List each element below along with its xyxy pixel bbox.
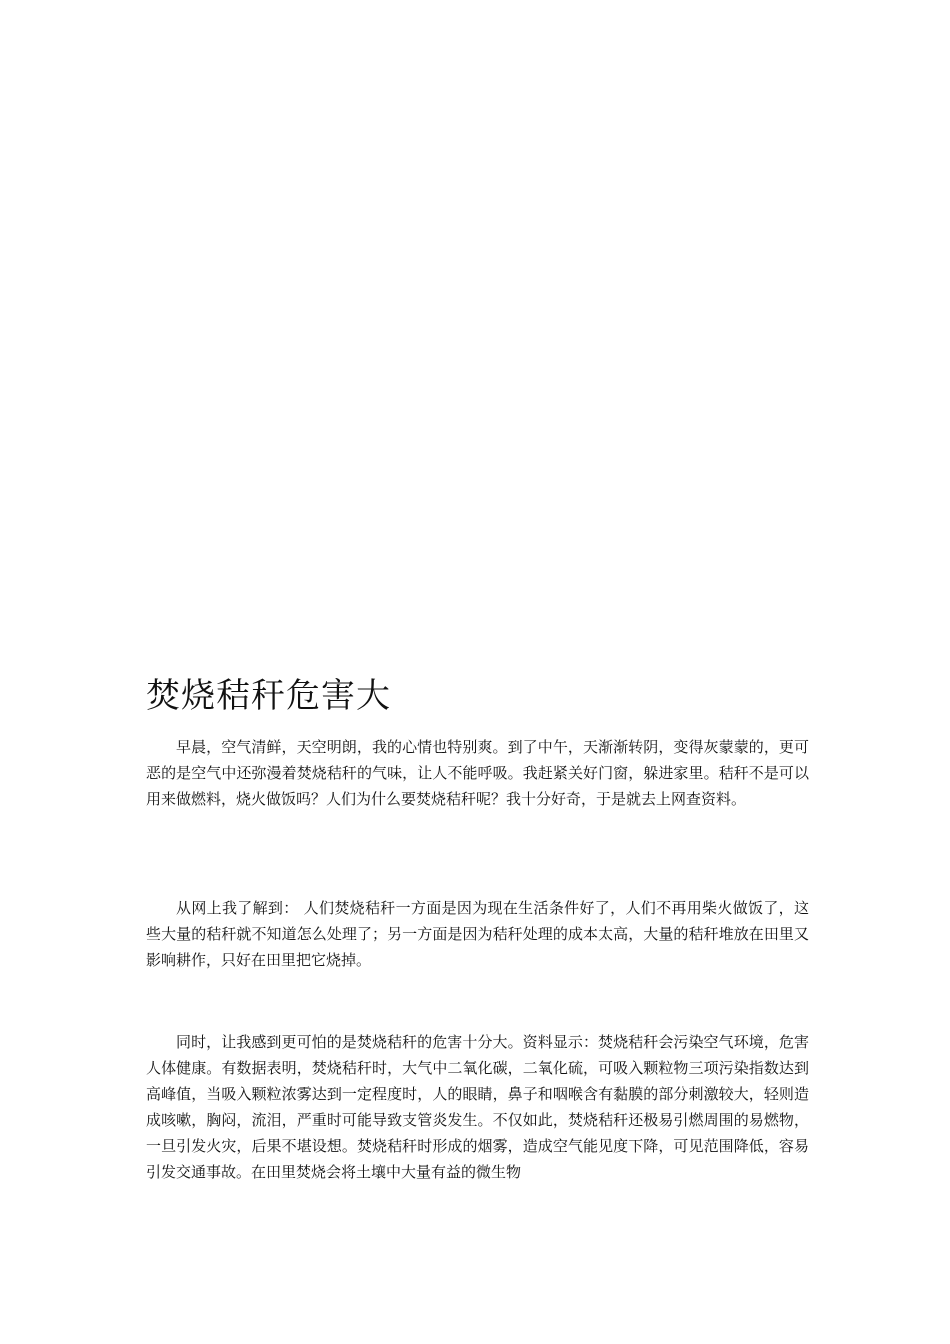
paragraph-reasons: 从网上我了解到： 人们焚烧秸秆一方面是因为现在生活条件好了，人们不再用柴火做饭了，这些大量的秸秆就不知道怎么处理了；另一方面是因为秸秆处理的成本太高，大量的秸秆堆放在田里又影响耕作，只好在田里把它烧掉。 <box>146 899 809 969</box>
paragraph-morning: 早晨，空气清鲜，天空明朗，我的心情也特别爽。到了中午，天渐渐转阴，变得灰蒙蒙的，更可恶的是空气中还弥漫着焚烧秸秆的气味，让人不能呼吸。我赶紧关好门窗，躲进家里。秸秆不是可以用来做燃料，烧火做饭吗？人们为什么要焚烧秸秆呢？我十分好奇，于是就去上网查资料。 <box>146 738 809 808</box>
paragraph-hazards: 同时，让我感到更可怕的是焚烧秸秆的危害十分大。资料显示：焚烧秸秆会污染空气环境，危害人体健康。有数据表明，焚烧秸秆时，大气中二氧化碳，二氧化硫，可吸入颗粒物三项污染指数达到高峰值，当吸入颗粒浓雾达到一定程度时，人的眼睛，鼻子和咽喉含有黏膜的部分刺激较大，轻则造成咳嗽，胸闷，流泪，严重时可能导致支管炎发生。不仅如此，焚烧秸秆还极易引燃周围的易燃物，一旦引发火灾，后果不堪设想。焚烧秸秆时形成的烟雾，造成空气能见度下降，可见范围降低，容易引发交通事故。在田里焚烧会将土壤中大量有益的微生物 <box>146 1033 809 1181</box>
document-title: 焚烧秸秆危害大 <box>146 676 391 716</box>
